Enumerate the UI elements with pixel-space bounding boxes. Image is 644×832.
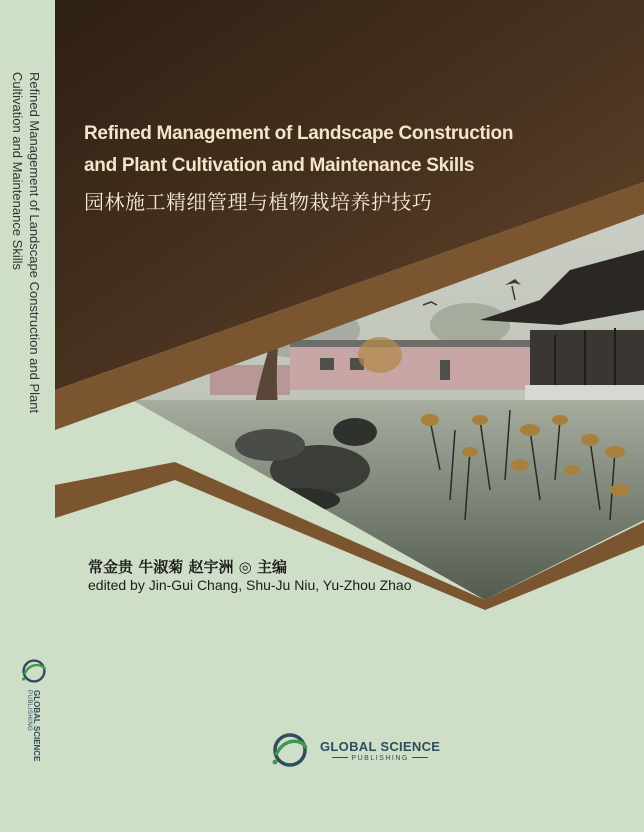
spine-publisher — [26, 690, 41, 761]
publisher-rule-left — [332, 757, 348, 758]
title-english-line1: Refined Management of Landscape Construction — [84, 123, 514, 144]
globe-swirl-logo-icon — [268, 728, 312, 772]
globe-swirl-logo-icon — [18, 655, 50, 687]
title-english-line2: and Plant Cultivation and Maintenance Skills — [84, 155, 475, 176]
title-english — [84, 118, 554, 182]
authors-chinese: 常金贵 牛淑菊 赵宇洲 ◎ 主编 — [88, 558, 287, 576]
publisher-block — [268, 728, 440, 772]
spine-publisher-name: GLOBAL SCIENCE — [32, 690, 41, 762]
publisher-sub-line — [320, 755, 440, 762]
publisher-text — [320, 739, 440, 762]
title-chinese: 园林施工精细管理与植物栽培养护技巧 — [84, 190, 433, 214]
spine-title-line1: Refined Management of Landscape Construction and Plant — [27, 72, 42, 414]
publisher-sub: PUBLISHING — [351, 754, 409, 762]
publisher-rule-right — [412, 757, 428, 758]
spine-title — [3, 72, 43, 452]
spine-publisher-sub: PUBLISHING — [26, 690, 32, 732]
publisher-name: GLOBAL SCIENCE — [320, 738, 441, 754]
spine-title-line2: Cultivation and Maintenance Skills — [10, 72, 25, 270]
authors-english: edited by Jin-Gui Chang, Shu-Ju Niu, Yu-Zhou Zhao — [88, 577, 412, 593]
